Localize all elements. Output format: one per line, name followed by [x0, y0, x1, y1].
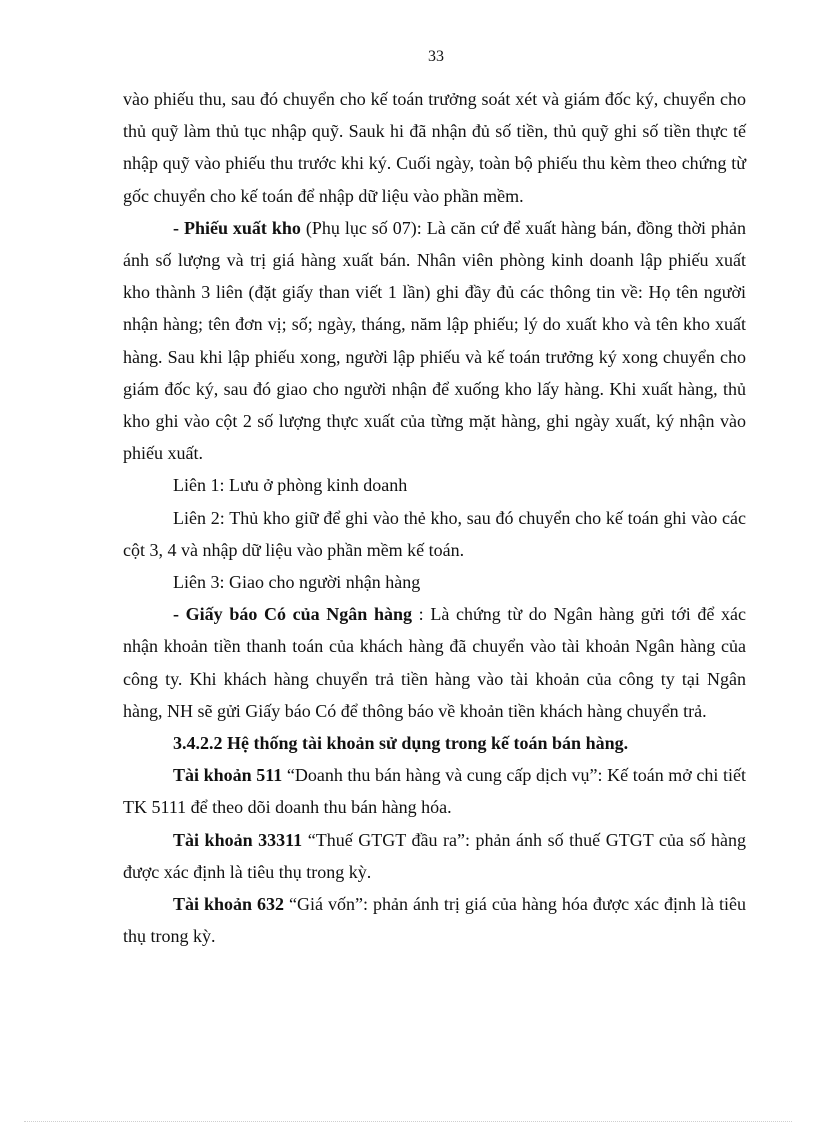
paragraph-giay-bao-co: [123, 598, 746, 727]
paragraph-tk-511-text: “Doanh thu bán hàng và cung cấp dịch vụ”: Kế toán mở chi tiết TK 5111 để theo dõi doanh thu bán hàng hóa.: [123, 765, 747, 818]
paragraph-giay-bao-co-text: : Là chứng từ do Ngân hàng gửi tới để xác nhận khoản tiền thanh toán của khách hàng đã chuyển vào tài khoản Ngân hàng của công ty. Khi khách hàng chuyển trả tiền hàng vào tài khoản của công ty tại Ngân hàng, NH sẽ gửi Giấy báo Có để thông báo về khoản tiền khách hàng chuyển trả.: [123, 604, 746, 721]
lien-2: Liên 2: Thủ kho giữ để ghi vào thẻ kho, sau đó chuyển cho kế toán ghi vào các cột 3, 4 và nhập dữ liệu vào phần mềm kế toán.: [123, 507, 746, 560]
paragraph-tk-632: [123, 888, 746, 952]
paragraph-tk-33311: [123, 824, 746, 888]
lien-3: Liên 3: Giao cho người nhận hàng: [173, 572, 421, 593]
lien-1: Liên 1: Lưu ở phòng kinh doanh: [173, 475, 408, 496]
paragraph-tk-511: [123, 759, 746, 823]
document-body: [123, 83, 746, 952]
term-tk-511: Tài khoản 511: [173, 765, 283, 786]
paragraph-tk-632-text: “Giá vốn”: phản ánh trị giá của hàng hóa được xác định là tiêu thụ trong kỳ.: [123, 894, 746, 947]
page-bottom-divider: [24, 1121, 792, 1122]
paragraph-phieu-thu: vào phiếu thu, sau đó chuyển cho kế toán trưởng soát xét và giám đốc ký, chuyển cho thủ quỹ làm thủ tục nhập quỹ. Sauk hi đã nhận đủ số tiền, thủ quỹ ghi số tiền thực tế nhập quỹ vào phiếu thu trước khi ký. Cuối ngày, toàn bộ phiếu thu kèm theo chứng từ gốc chuyển cho kế toán để nhập dữ liệu vào phần mềm.: [123, 89, 746, 206]
term-tk-33311: Tài khoản 33311: [173, 829, 303, 850]
paragraph-phieu-xuat-kho: [123, 212, 746, 470]
term-giay-bao-co: - Giấy báo Có của Ngân hàng: [173, 604, 413, 625]
paragraph-phieu-xuat-kho-text: (Phụ lục số 07): Là căn cứ để xuất hàng bán, đồng thời phản ánh số lượng và trị giá hàng xuất bán. Nhân viên phòng kinh doanh lập phiếu xuất kho thành 3 liên (đặt giấy than viết 1 lần) ghi đầy đủ các thông tin về: Họ tên người nhận hàng; tên đơn vị; số; ngày, tháng, năm lập phiếu; lý do xuất kho và tên kho xuất hàng. Sau khi lập phiếu xong, người lập phiếu và kế toán trưởng ký xong chuyển cho giám đốc ký, sau đó giao cho người nhận để xuống kho lấy hàng. Khi xuất hàng, thủ kho ghi vào cột 2 số lượng thực xuất của từng mặt hàng, ghi ngày xuất, ký nhận vào phiếu xuất.: [123, 217, 746, 464]
term-phieu-xuat-kho: - Phiếu xuất kho: [173, 217, 301, 238]
section-heading: 3.4.2.2 Hệ thống tài khoản sử dụng trong kế toán bán hàng.: [173, 733, 629, 754]
term-tk-632: Tài khoản 632: [173, 894, 285, 915]
page-number: 33: [428, 48, 444, 65]
paragraph-tk-33311-text: “Thuế GTGT đầu ra”: phản ánh số thuế GTGT của số hàng được xác định là tiêu thụ trong kỳ.: [123, 829, 746, 882]
